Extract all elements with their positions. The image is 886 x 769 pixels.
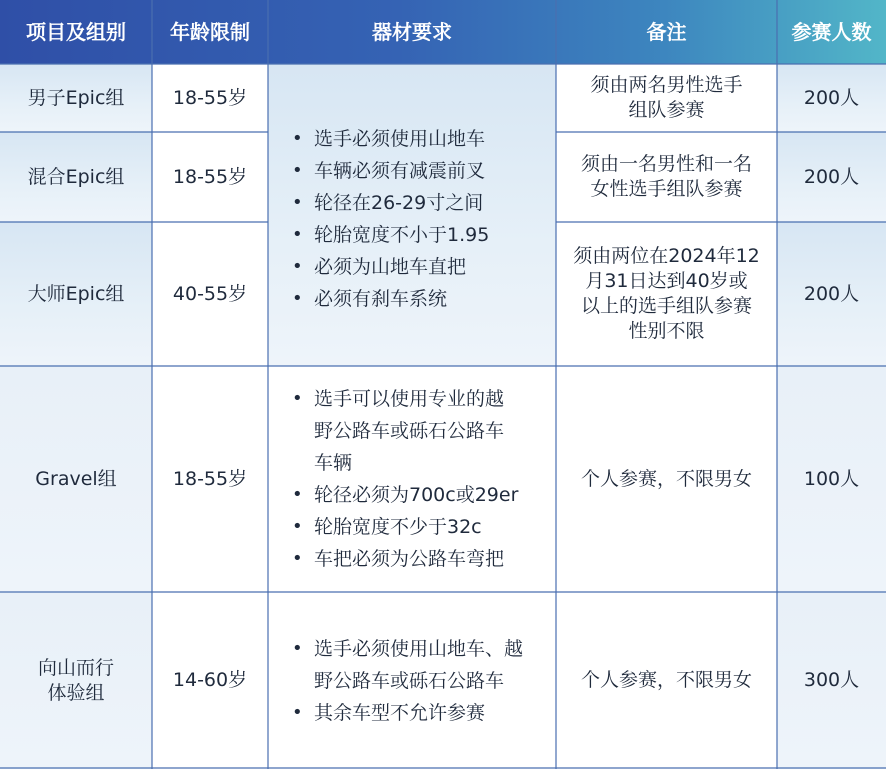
equipment-item: • 车辆必须有减震前叉 [284,155,489,187]
equipment-item: • 选手必须使用山地车 [284,123,489,155]
cell-count: 200人 [777,132,886,222]
equipment-item: • 必须有刹车系统 [284,283,489,315]
equipment-item: • 轮径在26-29寸之间 [284,187,489,219]
cell-age: 18-55岁 [152,64,268,132]
header-group: 项目及组别 [0,0,152,64]
cell-age: 14-60岁 [152,592,268,769]
cell-age: 18-55岁 [152,366,268,592]
equipment-list [284,123,489,315]
equipment-item: • 轮径必须为700c或29er [284,479,518,511]
equipment-item: • 其余车型不允许参赛 [284,697,523,729]
cell-note: 须由两位在2024年12 月31日达到40岁或 以上的选手组队参赛 性别不限 [556,222,777,366]
equipment-item: • 车把必须为公路车弯把 [284,543,518,575]
cell-group: Gravel组 [0,366,152,592]
cell-note: 须由两名男性选手 组队参赛 [556,64,777,132]
cell-group: 向山而行 体验组 [0,592,152,769]
cell-equipment-experience [268,592,556,769]
equipment-list [284,633,523,729]
cell-count: 100人 [777,366,886,592]
equipment-item-continued: 车辆 [314,452,353,474]
cell-note: 个人参赛，不限男女 [556,592,777,769]
cell-count: 200人 [777,222,886,366]
equipment-item: • 轮胎宽度不小于1.95 [284,219,489,251]
header-age: 年龄限制 [152,0,268,64]
cell-age: 18-55岁 [152,132,268,222]
cell-age: 40-55岁 [152,222,268,366]
cell-equipment-gravel [268,366,556,592]
cell-group: 混合Epic组 [0,132,152,222]
equipment-item: • 必须为山地车直把 [284,251,489,283]
cell-group: 男子Epic组 [0,64,152,132]
equipment-item: • 选手必须使用山地车、越 [284,633,523,665]
cell-count: 300人 [777,592,886,769]
equipment-list [284,383,518,575]
cell-count: 200人 [777,64,886,132]
equipment-item: • 选手可以使用专业的越 [284,383,518,415]
equipment-item-continued: 野公路车或砾石公路车 [314,420,505,442]
header-equipment: 器材要求 [268,0,556,64]
cell-group: 大师Epic组 [0,222,152,366]
header-note: 备注 [556,0,777,64]
cell-note: 须由一名男性和一名 女性选手组队参赛 [556,132,777,222]
equipment-item: • 轮胎宽度不少于32c [284,511,518,543]
equipment-item-continued: 野公路车或砾石公路车 [314,669,505,692]
cell-note: 个人参赛，不限男女 [556,366,777,592]
header-count: 参赛人数 [777,0,886,64]
cell-equipment-epic [268,64,556,366]
